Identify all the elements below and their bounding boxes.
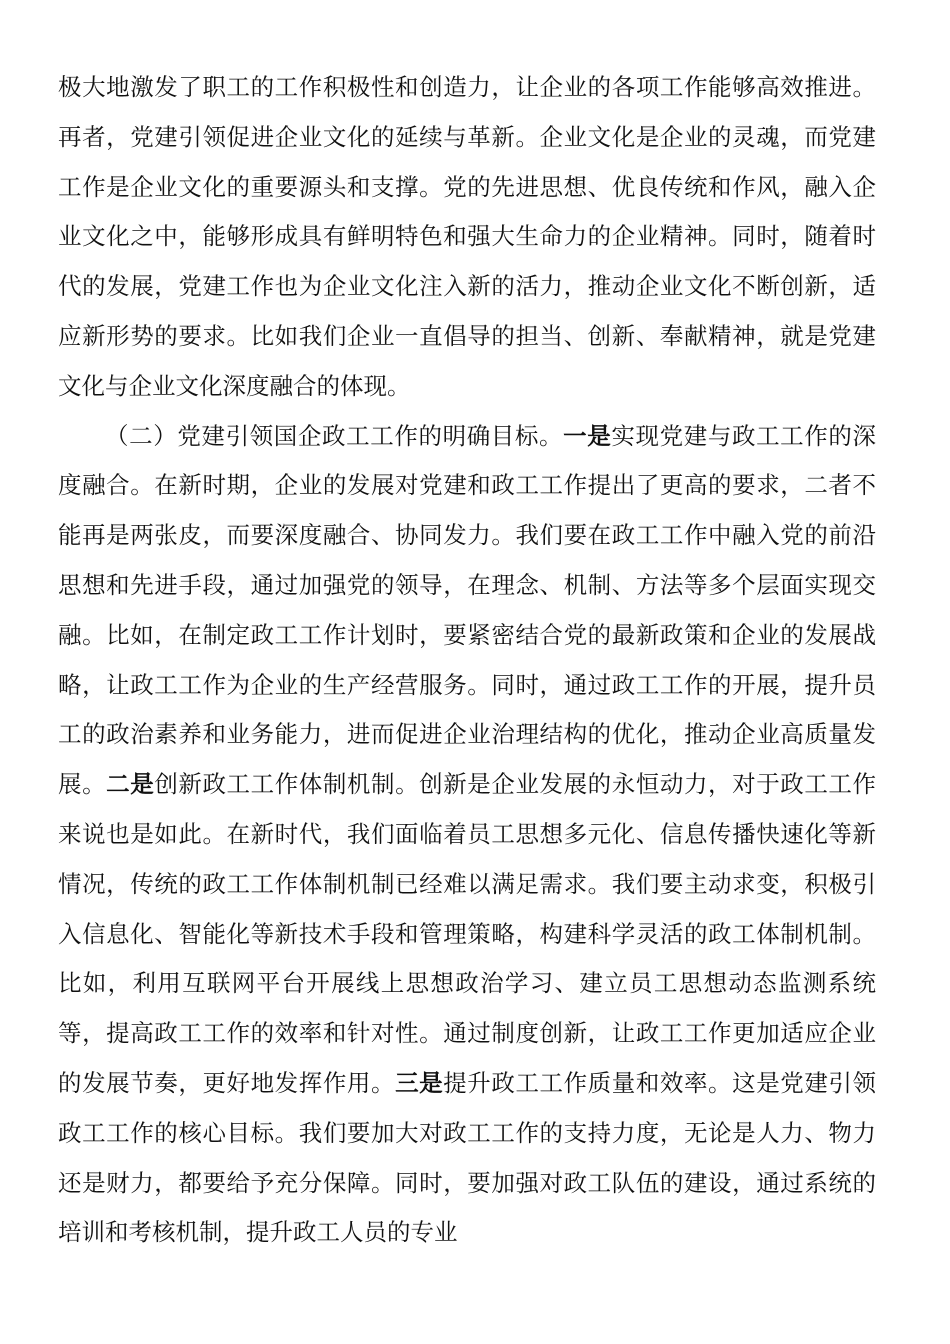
- point-label-3: 三是: [395, 1068, 444, 1097]
- paragraph-goals: [58, 412, 876, 1259]
- point-label-1: 一是: [563, 421, 612, 450]
- point-text-3: 提升政工工作质量和效率。这是党建引领政工工作的核心目标。我们要加大对政工工作的支持力度，无论是人力、物力还是财力，都要给予充分保障。同时，要加强对政工队伍的建设，通过系统的培训和考核机制，提升政工人员的专业: [58, 1068, 877, 1247]
- point-text-2: 创新政工工作体制机制。创新是企业发展的永恒动力，对于政工工作来说也是如此。在新时代，我们面临着员工思想多元化、信息传播快速化等新情况，传统的政工工作体制机制已经难以满足需求。我们要主动求变，积极引入信息化、智能化等新技术手段和管理策略，构建科学灵活的政工体制机制。比如，利用互联网平台开展线上思想政治学习、建立员工思想动态监测系统等，提高政工工作的效率和针对性。通过制度创新，让政工工作更加适应企业的发展节奏，更好地发挥作用。: [58, 770, 877, 1097]
- section-heading: （二）党建引领国企政工工作的明确目标。: [105, 421, 564, 450]
- paragraph-culture: 极大地激发了职工的工作积极性和创造力，让企业的各项工作能够高效推进。再者，党建引领促进企业文化的延续与革新。企业文化是企业的灵魂，而党建工作是企业文化的重要源头和支撑。党的先进思想、优良传统和作风，融入企业文化之中，能够形成具有鲜明特色和强大生命力的企业精神。同时，随着时代的发展，党建工作也为企业文化注入新的活力，推动企业文化不断创新，适应新形势的要求。比如我们企业一直倡导的担当、创新、奉献精神，就是党建文化与企业文化深度融合的体现。: [58, 73, 876, 400]
- point-label-2: 二是: [106, 770, 155, 799]
- point-text-1: 实现党建与政工工作的深度融合。在新时期，企业的发展对党建和政工工作提出了更高的要求，二者不能再是两张皮，而要深度融合、协同发力。我们要在政工工作中融入党的前沿思想和先进手段，通过加强党的领导，在理念、机制、方法等多个层面实现交融。比如，在制定政工工作计划时，要紧密结合党的最新政策和企业的发展战略，让政工工作为企业的生产经营服务。同时，通过政工工作的开展，提升员工的政治素养和业务能力，进而促进企业治理结构的优化，推动企业高质量发展。: [58, 421, 877, 799]
- document-page: [58, 63, 876, 1258]
